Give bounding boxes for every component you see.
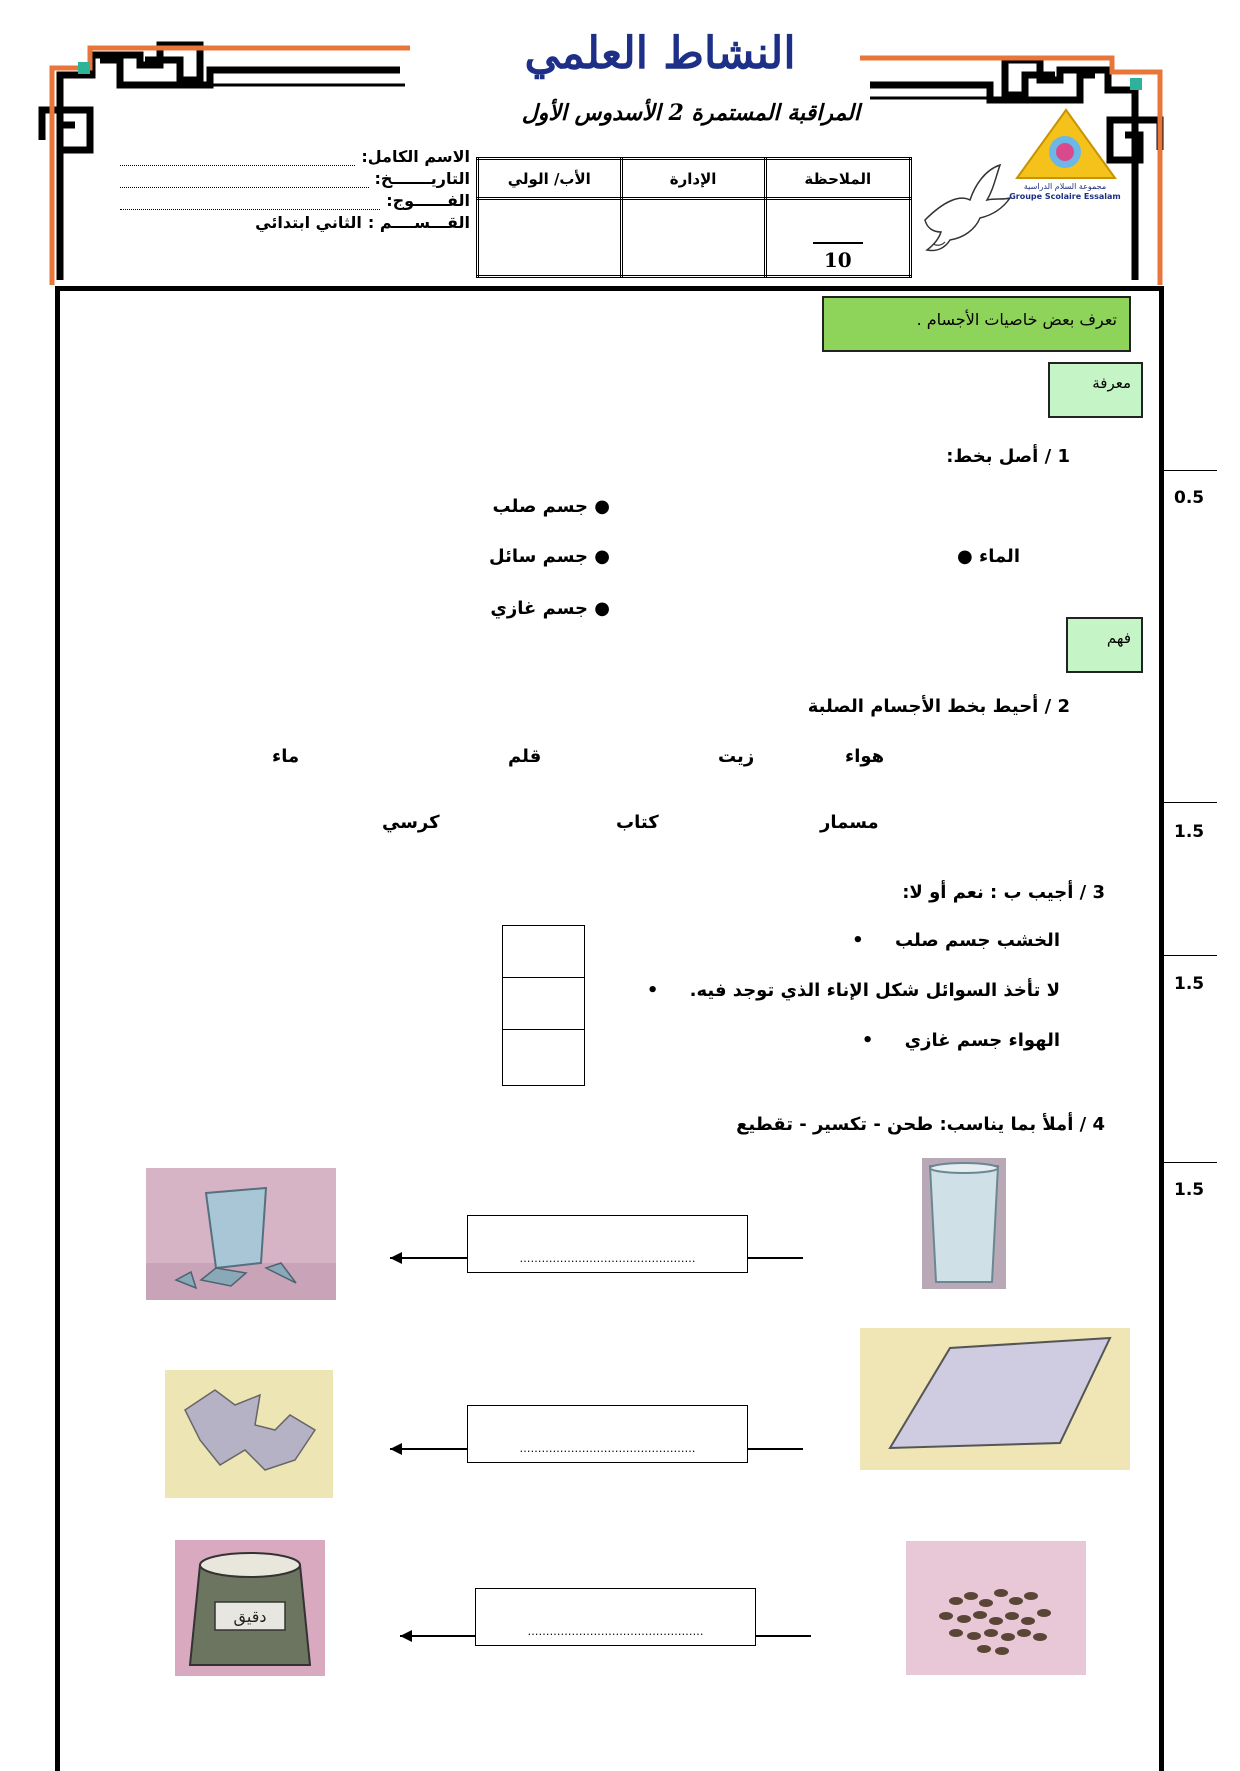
q3-score: 1.5 — [1174, 974, 1205, 994]
connector-line-2 — [748, 1448, 803, 1450]
q1-title: 1 / أصل بخط: — [946, 446, 1070, 467]
q1-item-solid-label: جسم صلب — [492, 496, 589, 517]
grade-cell[interactable] — [765, 199, 910, 277]
connector-line-1 — [748, 1257, 803, 1259]
q3-statement-2: لا تأخذ السوائل شكل الإناء الذي توجد فيه. • — [646, 980, 1060, 1001]
date-label: التاريـــــــخ: — [374, 169, 470, 188]
connector-line-3 — [756, 1635, 811, 1637]
school-name-ar: مجموعة السلام الدراسية — [1023, 182, 1107, 191]
broken-glass-image — [146, 1168, 336, 1300]
q1-item-water[interactable]: الماء ● — [957, 546, 1020, 567]
full-name-field[interactable] — [120, 151, 355, 166]
q2-word-air[interactable]: هواء — [845, 746, 885, 767]
exam-subtitle: المراقبة المستمرة 2 الأسدوس الأول — [521, 100, 860, 126]
score-line-4 — [1160, 1162, 1217, 1163]
q2-word-book[interactable]: كتاب — [616, 812, 659, 833]
q4-score: 1.5 — [1174, 1180, 1205, 1200]
torn-paper-image — [165, 1370, 333, 1498]
arrow-head-2-icon — [390, 1443, 402, 1455]
q2-word-oil[interactable]: زيت — [718, 746, 755, 767]
q1-item-solid[interactable]: ● جسم صلب — [492, 496, 610, 517]
q2-word-nail[interactable]: مسمار — [820, 812, 879, 833]
q3-statement-2-text: لا تأخذ السوائل شكل الإناء الذي توجد فيه. — [689, 980, 1060, 1001]
score-line-2 — [1160, 802, 1217, 803]
q4-answer-1[interactable]: ………………………………………… — [467, 1215, 748, 1273]
q1-item-liquid[interactable]: ● جسم سائل — [489, 546, 610, 567]
glass-image — [922, 1158, 1006, 1289]
arrow-head-3-icon — [400, 1630, 412, 1642]
date-field[interactable] — [120, 173, 369, 188]
q1-item-liquid-label: جسم سائل — [489, 546, 589, 567]
q1-score: 0.5 — [1174, 488, 1205, 508]
arrow-head-1-icon — [390, 1252, 402, 1264]
flour-label: دقيق — [233, 1607, 267, 1626]
q4-answer-2[interactable]: ………………………………………… — [467, 1405, 748, 1463]
group-label: الفــــــوج: — [386, 191, 470, 210]
q4-title: 4 / أملأ بما يناسب: طحن - تكسير - تقطيع — [736, 1114, 1105, 1135]
q2-word-chair[interactable]: كرسي — [382, 812, 440, 833]
grade-header-admin: الإدارة — [621, 159, 765, 199]
q3-statement-1-text: الخشب جسم صلب — [894, 930, 1060, 951]
full-name-label: الاسم الكامل: — [361, 147, 470, 166]
q3-title: 3 / أجيب ب : نعم أو لا: — [902, 882, 1105, 903]
objective-box: تعرف بعض خاصيات الأجسام . — [822, 296, 1131, 352]
page-title: النشاط العلمي — [524, 28, 796, 79]
q3-answer-box-3[interactable] — [502, 1029, 585, 1086]
q3-answer-box-2[interactable] — [502, 977, 585, 1030]
grains-image — [906, 1541, 1086, 1675]
q1-item-water-label: الماء — [979, 546, 1020, 567]
grade-header-parent: الأب/ الولي — [478, 159, 622, 199]
score-line-3 — [1160, 955, 1217, 956]
school-name-latin: Groupe Scolaire Essalam — [1009, 192, 1121, 201]
level-understanding: فهم — [1066, 617, 1143, 673]
student-info — [120, 146, 470, 232]
q2-word-pen[interactable]: قلم — [508, 746, 542, 767]
q1-item-gas[interactable]: ● جسم غازي — [490, 598, 610, 619]
grade-total: 10 — [813, 242, 863, 272]
parent-signature-cell[interactable] — [478, 199, 622, 277]
q3-statement-3: الهواء جسم غازي • — [861, 1030, 1060, 1051]
q3-statement-1: الخشب جسم صلب • — [852, 930, 1060, 951]
grade-table — [476, 157, 912, 278]
q3-answer-box-1[interactable] — [502, 925, 585, 978]
section-label: القـــســــم : — [367, 213, 470, 232]
score-line-1 — [1160, 470, 1217, 471]
q4-answer-3[interactable]: ………………………………………… — [475, 1588, 756, 1646]
q2-score: 1.5 — [1174, 822, 1205, 842]
level-knowledge: معرفة — [1048, 362, 1143, 418]
admin-signature-cell[interactable] — [621, 199, 765, 277]
section-value: الثاني ابتدائي — [255, 213, 362, 232]
q2-title: 2 / أحيط بخط الأجسام الصلبة — [807, 696, 1070, 717]
flour-sack-image — [175, 1540, 325, 1676]
q3-statement-3-text: الهواء جسم غازي — [904, 1030, 1060, 1051]
school-name — [1005, 182, 1125, 202]
group-field[interactable] — [120, 195, 380, 210]
q2-word-water[interactable]: ماء — [272, 746, 300, 767]
grade-header-note: الملاحظة — [765, 159, 910, 199]
dove-icon — [915, 160, 1015, 255]
paper-sheet-image — [860, 1328, 1130, 1470]
q1-item-gas-label: جسم غازي — [490, 598, 589, 619]
